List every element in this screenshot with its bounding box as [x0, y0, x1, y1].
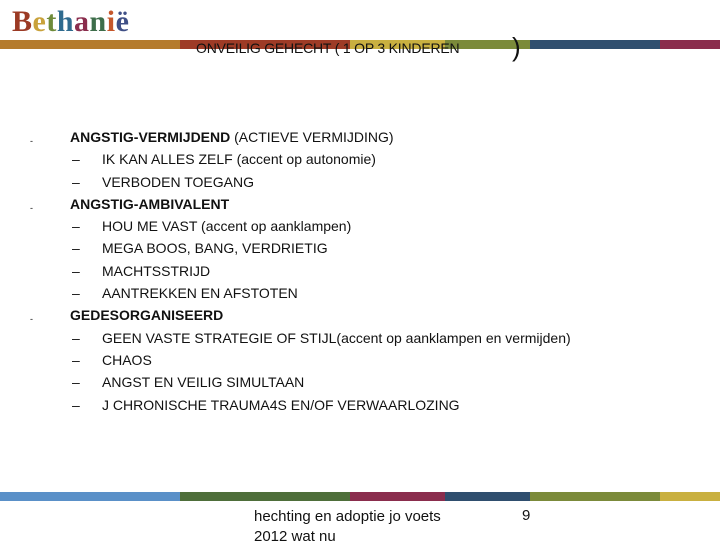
sub-item-text: J CHRONISCHE TRAUMA4S EN/OF VERWAARLOZING — [102, 396, 460, 413]
sub-list-item — [30, 282, 710, 304]
sub-item-text: MACHTSSTRIJD — [102, 262, 211, 279]
dash-marker: – — [72, 262, 80, 279]
dash-marker: – — [72, 218, 80, 235]
dash-marker: – — [72, 374, 80, 391]
list-item — [30, 193, 710, 215]
dash-marker: – — [72, 240, 80, 257]
stripe-segment — [660, 492, 720, 501]
bullet-list — [30, 126, 710, 416]
dash-marker: – — [72, 151, 80, 168]
sub-list-item — [30, 371, 710, 393]
slide-title — [196, 32, 521, 62]
sub-item-text: MEGA BOOS, BANG, VERDRIETIG — [102, 240, 328, 257]
sub-list-item — [30, 394, 710, 416]
page-number: 9 — [522, 507, 531, 524]
stripe-segment — [0, 40, 180, 49]
bottom-color-stripe — [0, 492, 720, 501]
sub-item-text: IK KAN ALLES ZELF (accent op autonomie) — [102, 151, 376, 168]
attachment-type-label: GEDESORGANISEERD — [70, 307, 224, 324]
stripe-segment — [350, 492, 445, 501]
stripe-segment — [660, 40, 720, 49]
stripe-segment — [530, 492, 660, 501]
list-item — [30, 304, 710, 326]
sub-list-item — [30, 148, 710, 170]
logo-letter: t — [46, 5, 57, 38]
slide-title-text: ONVEILIG GEHECHT ( 1 OP 3 KINDEREN — [196, 40, 460, 56]
sub-list-item — [30, 215, 710, 237]
stripe-segment — [0, 492, 180, 501]
sub-list-item — [30, 260, 710, 282]
sub-item-text: HOU ME VAST (accent op aanklampen) — [102, 218, 352, 235]
dash-marker: – — [72, 396, 80, 413]
attachment-type-note: (ACTIEVE VERMIJDING) — [230, 129, 394, 145]
bullet-marker: - — [30, 136, 33, 146]
sub-list-item — [30, 349, 710, 371]
sub-list-item — [30, 327, 710, 349]
logo-letter: n — [89, 5, 107, 38]
sub-item-text: AANTREKKEN EN AFSTOTEN — [102, 285, 298, 302]
bullet-marker: - — [30, 314, 33, 325]
dash-marker: – — [72, 351, 80, 368]
stripe-segment — [445, 492, 530, 501]
dash-marker: – — [72, 173, 80, 190]
attachment-type-label: ANGSTIG-VERMIJDEND — [70, 129, 231, 145]
dash-marker: – — [72, 329, 80, 346]
sub-list-item — [30, 237, 710, 259]
footer-text: hechting en adoptie jo voets 2012 wat nu — [254, 508, 441, 545]
dash-marker: – — [72, 285, 80, 302]
slide-title-paren: ) — [512, 32, 521, 62]
sub-item-text: ANGST EN VEILIG SIMULTAAN — [102, 374, 305, 391]
logo-letter: B — [12, 5, 33, 38]
bethanie-logo — [12, 4, 129, 40]
attachment-type-label: ANGSTIG-AMBIVALENT — [70, 195, 230, 212]
stripe-segment — [530, 40, 660, 49]
logo-letter: e — [32, 5, 47, 38]
stripe-segment — [180, 492, 350, 501]
list-item — [30, 126, 710, 148]
sub-item-text: GEEN VASTE STRATEGIE OF STIJL(accent op aanklampen en vermijden) — [102, 329, 571, 346]
logo-letter: a — [74, 5, 90, 38]
sub-item-text: VERBODEN TOEGANG — [102, 173, 254, 190]
sub-item-text: CHAOS — [102, 351, 152, 368]
logo-letter: h — [56, 5, 75, 38]
sub-list-item — [30, 171, 710, 193]
bullet-marker: - — [30, 202, 33, 213]
logo-letter: ë — [115, 5, 130, 38]
logo-letter: i — [106, 5, 116, 38]
